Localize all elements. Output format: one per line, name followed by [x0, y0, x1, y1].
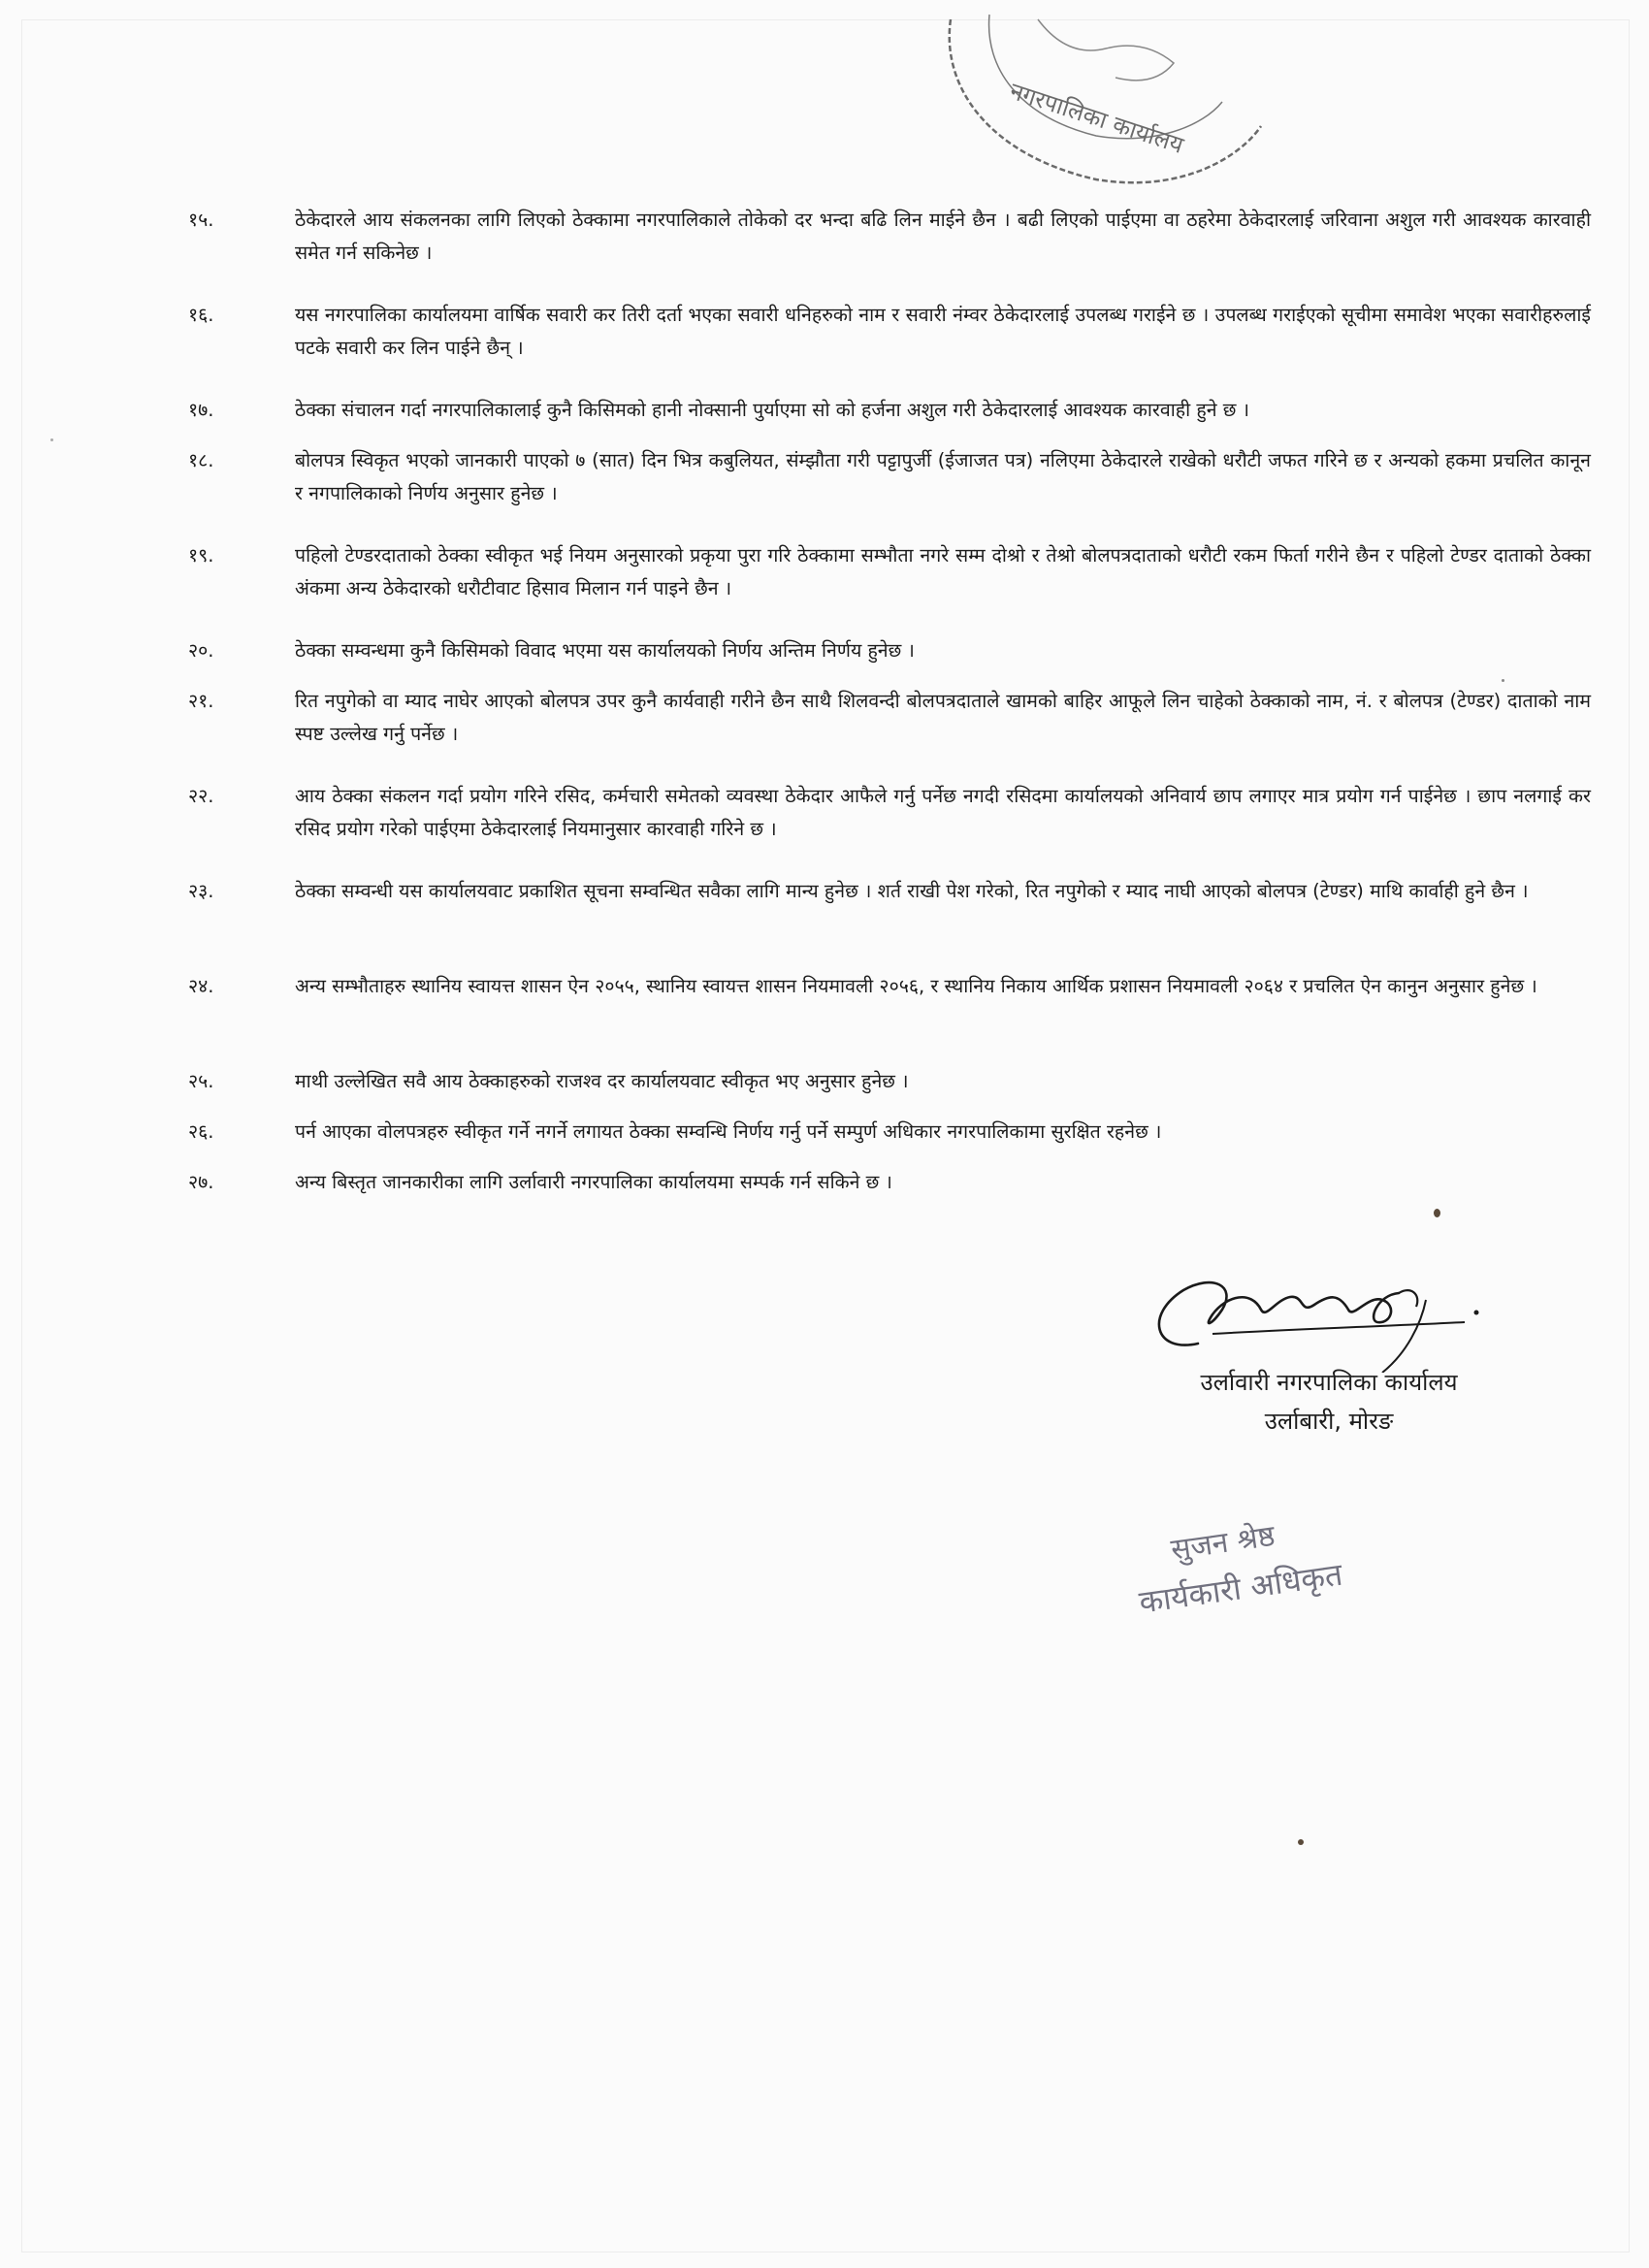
scan-speck: [1434, 1209, 1440, 1217]
clause-text: बोलपत्र स्विकृत भएको जानकारी पाएको ७ (सात) दिन भित्र कबुलियत, संम्झौता गरी पट्टापुर्जी (ईजाजत पत्र) नलिएमा ठेकेदारले राखेको धरौटी जफत गरिने छ र अन्यको हकमा प्रचलित कानून र नगपालिकाको निर्णय अनुसार हुनेछ ।: [295, 449, 1591, 504]
clause-number: २१.: [188, 690, 214, 712]
office-seal-partial: [912, 10, 1280, 204]
clause-15: [184, 204, 1591, 299]
clause-text: अन्य सम्भौताहरु स्थानिय स्वायत्त शासन ऐन २०५५, स्थानिय स्वायत्त शासन नियमावली २०५६, र स्थानिय निकाय आर्थिक प्रशासन नियमावली २०६४ र प्रचलित ऐन कानुन अनुसार हुनेछ ।: [295, 975, 1537, 997]
signature-block: [1125, 1363, 1533, 1441]
clause-26: [184, 1116, 1591, 1166]
clause-23: [184, 875, 1591, 970]
clause-text: रित नपुगेको वा म्याद नाघेर आएको बोलपत्र उपर कुनै कार्यवाही गरीने छैन साथै शिलवन्दी बोलपत्रदाताले खामको बाहिर आफूले लिन चाहेको ठेक्काको नाम, नं. र बोलपत्र (टेण्डर) दाताको नाम स्पष्ट उल्लेख गर्नु पर्नेछ ।: [295, 690, 1591, 745]
clause-number: १६.: [188, 304, 214, 326]
clause-number: २५.: [188, 1070, 214, 1092]
clause-text: पहिलो टेण्डरदाताको ठेक्का स्वीकृत भई नियम अनुसारको प्रकृया पुरा गरि ठेक्कामा सम्भौता नगरे सम्म दोश्रो र तेश्रो बोलपत्रदाताको धरौटी रकम फिर्ता गरीने छैन र पहिलो टेण्डर दाताको ठेक्का अंकमा अन्य ठेकेदारको धरौटीवाट हिसाव मिलान गर्न पाइने छैन ।: [295, 544, 1591, 599]
clause-text: आय ठेक्का संकलन गर्दा प्रयोग गरिने रसिद, कर्मचारी समेतको व्यवस्था ठेकेदार आफैले गर्नु पर्नेछ नगदी रसिदमा कार्यालयको अनिवार्य छाप लगाएर मात्र प्रयोग गर्न पाईनेछ । छाप नलगाई कर रसिद प्रयोग गरेको पाईएमा ठेकेदारलाई नियमानुसार कारवाही गरिने छ ।: [295, 785, 1591, 840]
clause-number: २६.: [188, 1120, 214, 1143]
clause-text: माथी उल्लेखित सवै आय ठेक्काहरुको राजश्व दर कार्यालयवाट स्वीकृत भए अनुसार हुनेछ ।: [295, 1070, 909, 1092]
clause-number: १९.: [188, 544, 214, 567]
seal-text: नगरपालिका कार्यालय: [1006, 77, 1187, 159]
clause-number: २३.: [188, 880, 214, 902]
clause-text: ठेक्का संचालन गर्दा नगरपालिकालाई कुनै किसिमको हानी नोक्सानी पुर्याएमा सो को हर्जना अशुल गरी ठेकेदारलाई आवश्यक कारवाही हुने छ ।: [295, 399, 1250, 421]
clause-text: पर्न आएका वोलपत्रहरु स्वीकृत गर्ने नगर्ने लगायत ठेक्का सम्वन्धि निर्णय गर्नु पर्ने सम्पुर्ण अधिकार नगरपालिकामा सुरक्षित रहनेछ ।: [295, 1120, 1162, 1143]
clause-24: [184, 970, 1591, 1065]
clause-text: ठेकेदारले आय संकलनका लागि लिएको ठेक्कामा नगरपालिकाले तोकेको दर भन्दा बढि लिन माईने छैन । बढी लिएको पाईएमा वा ठहरेमा ठेकेदारलाई जरिवाना अशुल गरी आवश्यक कारवाही समेत गर्न सकिनेछ ।: [295, 209, 1591, 264]
clause-number: २४.: [188, 975, 214, 997]
stamp-name: सुजन श्रेष्ठ: [1169, 1518, 1277, 1568]
clause-18: [184, 444, 1591, 539]
scan-speck: [1502, 679, 1504, 682]
clause-27: [184, 1166, 1591, 1216]
clause-number: २२.: [188, 785, 214, 807]
clause-text: ठेक्का सम्वन्धी यस कार्यालयवाट प्रकाशित सूचना सम्वन्धित सवैका लागि मान्य हुनेछ । शर्त राखी पेश गरेको, रित नपुगेको र म्याद नाघी आएको बोलपत्र (टेण्डर) माथि कार्वाही हुने छैन ।: [295, 880, 1529, 902]
clause-19: [184, 539, 1591, 634]
clause-21: [184, 685, 1591, 780]
clause-17: [184, 394, 1591, 444]
scan-speck: [50, 438, 53, 441]
clause-number: १७.: [188, 399, 214, 421]
clause-text: यस नगरपालिका कार्यालयमा वार्षिक सवारी कर तिरी दर्ता भएका सवारी धनिहरुको नाम र सवारी नंम्वर ठेकेदारलाई उपलब्ध गराईने छ । उपलब्ध गराईएको सूचीमा समावेश भएका सवारीहरुलाई पटके सवारी कर लिन पाईने छैन् ।: [295, 304, 1591, 359]
clause-25: [184, 1065, 1591, 1116]
clause-number: १८.: [188, 449, 214, 471]
clause-20: [184, 634, 1591, 685]
clause-22: [184, 780, 1591, 875]
office-name: उर्लावारी नगरपालिका कार्यालय: [1200, 1369, 1458, 1396]
officer-stamp: [1106, 1489, 1416, 1635]
office-location: उर्लाबारी, मोरङ: [1264, 1408, 1394, 1435]
clause-text: ठेक्का सम्वन्धमा कुनै किसिमको विवाद भएमा यस कार्यालयको निर्णय अन्तिम निर्णय हुनेछ ।: [295, 639, 915, 662]
clause-list: [184, 204, 1591, 1216]
handwritten-signature: [1145, 1256, 1513, 1373]
clause-text: अन्य बिस्तृत जानकारीका लागि उर्लावारी नगरपालिका कार्यालयमा सम्पर्क गर्न सकिने छ ।: [295, 1171, 892, 1193]
clause-number: १५.: [188, 209, 214, 231]
scan-speck: [1298, 1839, 1304, 1845]
clause-number: २७.: [188, 1171, 214, 1193]
clause-number: २०.: [188, 639, 214, 662]
clause-16: [184, 299, 1591, 394]
stamp-title: कार्यकारी अधिकृत: [1136, 1555, 1345, 1621]
